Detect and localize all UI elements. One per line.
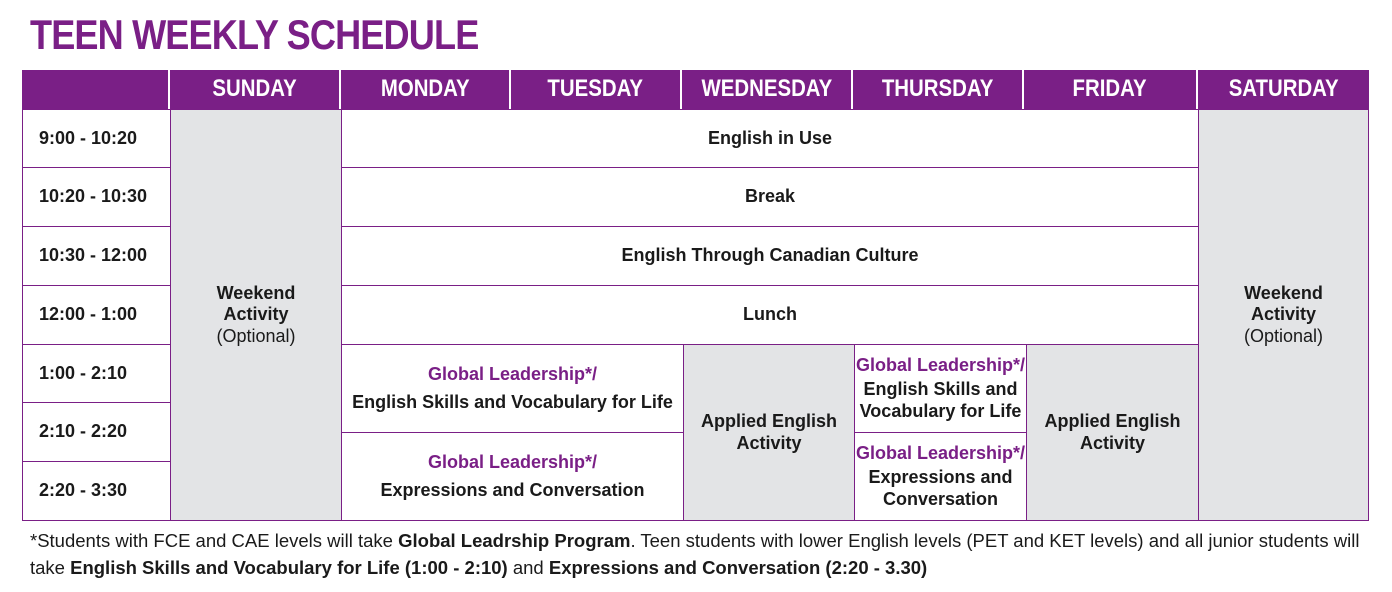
mon-tue-expressions-block (341, 432, 684, 521)
global-leadership-label: Global Leadership*/ (855, 354, 1026, 375)
global-leadership-label: Global Leadership*/ (427, 451, 598, 472)
time-slot: 12:00 - 1:00 (22, 285, 171, 345)
mon-tue-skills-block (341, 344, 684, 433)
expressions-label: Expressions and (868, 467, 1013, 488)
applied-label: Applied English (1044, 410, 1181, 431)
row-lunch: Lunch (341, 285, 1199, 345)
time-slot: 10:30 - 12:00 (22, 226, 171, 286)
time-slot: 10:20 - 10:30 (22, 167, 171, 227)
saturday-weekend-activity (1198, 109, 1369, 521)
row-english-in-use: English in Use (341, 109, 1199, 168)
page-title: TEEN WEEKLY SCHEDULE (30, 11, 479, 58)
friday-applied-activity (1026, 344, 1199, 521)
time-slot: 1:00 - 2:10 (22, 344, 171, 403)
applied-label: Activity (736, 432, 802, 453)
skills-label: English Skills and (863, 379, 1018, 400)
skills-label: Vocabulary for Life (859, 400, 1022, 421)
weekend-label: Activity (1250, 304, 1317, 325)
row-break: Break (341, 167, 1199, 227)
applied-label: Activity (1079, 432, 1146, 453)
header-corner (22, 70, 170, 109)
thursday-skills-block (854, 344, 1027, 433)
global-leadership-label: Global Leadership*/ (855, 442, 1026, 463)
skills-label: English Skills and Vocabulary for Life (352, 391, 673, 412)
sunday-weekend-activity (170, 109, 342, 521)
header-wednesday: WEDNESDAY (682, 70, 853, 109)
wednesday-applied-activity (683, 344, 855, 521)
global-leadership-label: Global Leadership*/ (427, 363, 598, 384)
optional-label: (Optional) (216, 325, 296, 346)
thursday-expressions-block (854, 432, 1027, 521)
expressions-label: Conversation (882, 488, 999, 509)
time-slot: 2:10 - 2:20 (22, 402, 171, 462)
header-tuesday: TUESDAY (511, 70, 682, 109)
applied-label: Applied English (700, 410, 837, 431)
row-canadian-culture: English Through Canadian Culture (341, 226, 1199, 286)
expressions-label: Expressions and Conversation (380, 479, 645, 500)
header-saturday: SATURDAY (1198, 70, 1369, 109)
weekend-label: Weekend (1244, 282, 1323, 303)
time-slot: 2:20 - 3:30 (22, 461, 171, 521)
time-slot: 9:00 - 10:20 (22, 109, 171, 168)
header-monday: MONDAY (341, 70, 511, 109)
header-sunday: SUNDAY (170, 70, 341, 109)
header-friday: FRIDAY (1024, 70, 1198, 109)
weekend-label: Activity (223, 304, 289, 325)
weekend-label: Weekend (216, 282, 296, 303)
optional-label: (Optional) (1243, 325, 1324, 346)
footnote: *Students with FCE and CAE levels will take Global Leadrship Program. Teen students with lower English levels (PET and KET levels) and all junior students will take English Skills and Vocabulary for Life (1:00 - 2:10) and Expressions and Conversation (2:20 - 3.30) (30, 530, 1360, 578)
header-thursday: THURSDAY (853, 70, 1024, 109)
